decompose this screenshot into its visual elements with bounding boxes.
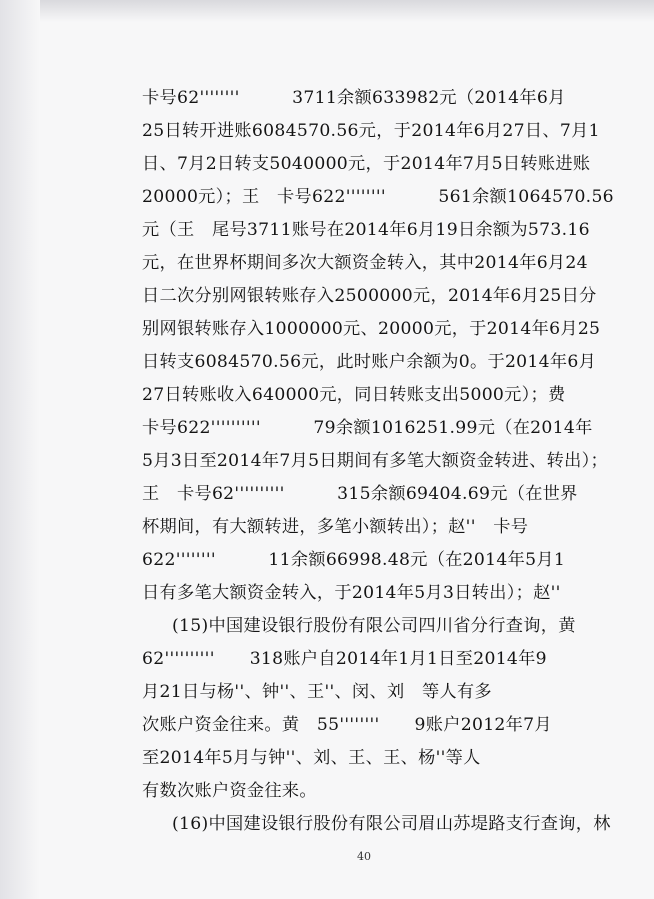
text-line-14: 杯期间，有大额转进，多笔小额转出）；赵'' 卡号 xyxy=(142,517,529,537)
text-line-5: 元（王 尾号3711账号在2014年6月19日余额为573.16 xyxy=(142,220,590,240)
text-line-10: 27日转账收入640000元，同日转账支出5000元）；费 xyxy=(142,385,566,405)
text-line-11: 卡号622'''''''''' 79余额1016251.99元（在2014年 xyxy=(142,418,593,438)
text-line-23: (16)中国建设银行股份有限公司眉山苏堤路支行查询，林 xyxy=(172,814,611,834)
text-line-13: 王 卡号62'''''''''' 315余额69404.69元（在世界 xyxy=(142,484,578,504)
text-line-21: 至2014年5月与钟''、刘、王、王、杨''等人 xyxy=(142,748,481,768)
scan-shadow xyxy=(0,0,654,22)
page-number: 40 xyxy=(357,850,371,863)
text-line-19: 月21日与杨''、钟''、王''、闵、刘 等人有多 xyxy=(142,682,492,702)
text-line-16: 日有多笔大额资金转入，于2014年5月3日转出）；赵'' xyxy=(142,583,561,603)
text-line-20: 次账户资金往来。黄 55'''''''' 9账户2012年7月 xyxy=(142,715,552,735)
text-line-7: 日二次分别网银转账存入2500000元，2014年6月25日分 xyxy=(142,286,597,306)
text-line-9: 日转支6084570.56元，此时账户余额为0。于2014年6月 xyxy=(142,352,597,372)
text-line-1: 卡号62'''''''' 3711余额633982元（2014年6月 xyxy=(142,88,566,108)
scan-edge xyxy=(0,0,40,899)
text-line-3: 日、7月2日转支5040000元，于2014年7月5日转账进账 xyxy=(142,154,591,174)
text-line-17: (15)中国建设银行股份有限公司四川省分行查询，黄 xyxy=(172,616,576,636)
text-line-6: 元，在世界杯期间多次大额资金转入，其中2014年6月24 xyxy=(142,253,588,273)
text-line-15: 622'''''''' 11余额66998.48元（在2014年5月1 xyxy=(142,550,566,570)
text-line-2: 25日转开进账6084570.56元，于2014年6月27日、7月1 xyxy=(142,121,600,141)
text-line-22: 有数次账户资金往来。 xyxy=(142,781,317,801)
text-line-4: 20000元）；王 卡号622'''''''' 561余额1064570.56 xyxy=(142,187,614,207)
text-line-12: 5月3日至2014年7月5日期间有多笔大额资金转进、转出）； xyxy=(142,451,609,471)
text-line-8: 别网银转账存入1000000元、20000元，于2014年6月25 xyxy=(142,319,601,339)
text-line-18: 62'''''''''' 318账户自2014年1月1日至2014年9 xyxy=(142,649,547,669)
